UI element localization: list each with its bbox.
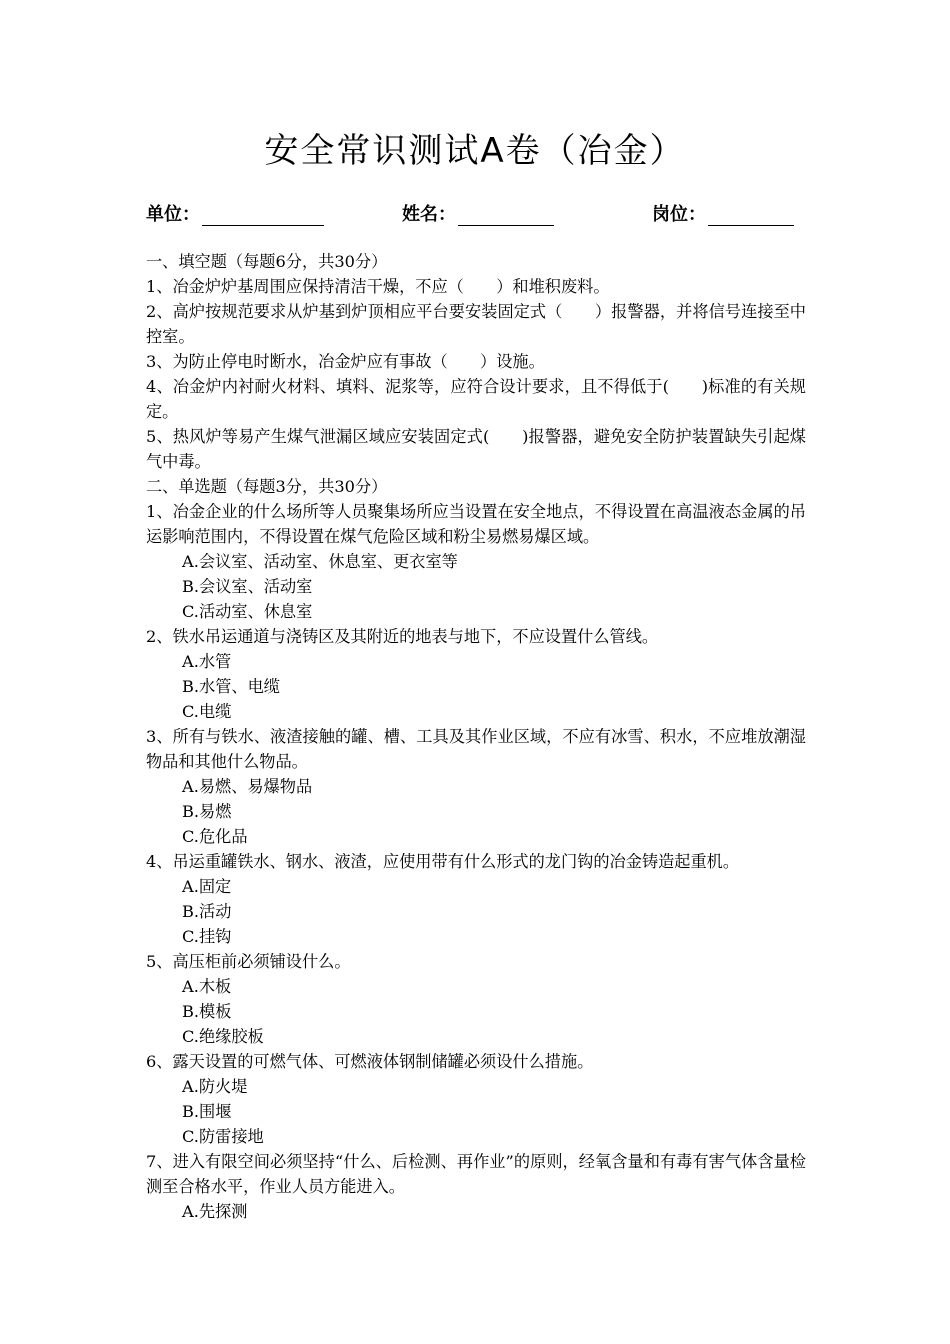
choice-question-7: 7、进入有限空间必须坚持“什么、后检测、再作业”的原则，经氧含量和有毒有害气体含量检测至合格水平，作业人员方能进入。 [146,1152,806,1196]
choice-question-3-option-a: A.易燃、易爆物品 [182,777,313,796]
name-blank-line [458,203,554,226]
choice-question-5-option-a: A.木板 [182,977,232,996]
choice-question-5-option-b: B.模板 [182,1002,232,1021]
choice-question-4-option-c: C.挂钩 [182,927,232,946]
choice-question-6-option-a: A.防火堤 [182,1077,248,1096]
post-field [652,198,794,226]
choice-question-2-option-a: A.水管 [182,652,232,671]
post-label: 岗位： [652,204,706,225]
unit-label: 单位： [146,204,200,225]
section-fill-in-heading: 一、填空题（每题6分，共30分） [146,252,388,271]
fill-question-1: 1、冶金炉炉基周围应保持清洁干燥，不应（ ）和堆积废料。 [146,277,610,296]
choice-question-1-option-b: B.会议室、活动室 [182,577,313,596]
post-blank-line [708,203,794,226]
name-field [402,198,554,226]
info-row [0,198,950,228]
choice-question-2-option-b: B.水管、电缆 [182,677,280,696]
question-content [146,249,806,1224]
choice-question-3-option-b: B.易燃 [182,802,232,821]
choice-question-3: 3、所有与铁水、液渣接触的罐、槽、工具及其作业区域，不应有冰雪、积水，不应堆放潮湿物品和其他什么物品。 [146,727,806,771]
choice-question-1-option-a: A.会议室、活动室、休息室、更衣室等 [182,552,458,571]
unit-field [146,198,324,226]
choice-question-7-option-a: A.先探测 [182,1202,248,1221]
choice-question-5-option-c: C.绝缘胶板 [182,1027,264,1046]
fill-question-4: 4、冶金炉内衬耐火材料、填料、泥浆等，应符合设计要求，且不得低于( )标准的有关规定。 [146,377,806,421]
choice-question-4: 4、吊运重罐铁水、钢水、液渣，应使用带有什么形式的龙门钩的冶金铸造起重机。 [146,852,740,871]
unit-blank-line [202,203,324,226]
choice-question-4-option-a: A.固定 [182,877,232,896]
choice-question-6-option-c: C.防雷接地 [182,1127,264,1146]
choice-question-1-option-c: C.活动室、休息室 [182,602,313,621]
name-label: 姓名： [402,204,456,225]
document-title: 安全常识测试A卷（冶金） [264,131,686,171]
fill-question-3: 3、为防止停电时断水，冶金炉应有事故（ ）设施。 [146,352,545,371]
choice-question-1: 1、冶金企业的什么场所等人员聚集场所应当设置在安全地点，不得设置在高温液态金属的吊运影响范围内，不得设置在煤气危险区域和粉尘易燃易爆区域。 [146,502,806,546]
fill-question-2: 2、高炉按规范要求从炉基到炉顶相应平台要安装固定式（ ）报警器，并将信号连接至中控室。 [146,302,806,346]
choice-question-6-option-b: B.围堰 [182,1102,232,1121]
section-single-choice-heading: 二、单选题（每题3分，共30分） [146,477,388,496]
choice-question-4-option-b: B.活动 [182,902,232,921]
fill-question-5: 5、热风炉等易产生煤气泄漏区域应安装固定式( )报警器，避免安全防护装置缺失引起煤气中毒。 [146,427,806,471]
choice-question-2-option-c: C.电缆 [182,702,232,721]
choice-question-6: 6、露天设置的可燃气体、可燃液体钢制储罐必须设什么措施。 [146,1052,594,1071]
choice-question-3-option-c: C.危化品 [182,827,248,846]
choice-question-5: 5、高压柜前必须铺设什么。 [146,952,351,971]
choice-question-2: 2、铁水吊运通道与浇铸区及其附近的地表与地下，不应设置什么管线。 [146,627,659,646]
